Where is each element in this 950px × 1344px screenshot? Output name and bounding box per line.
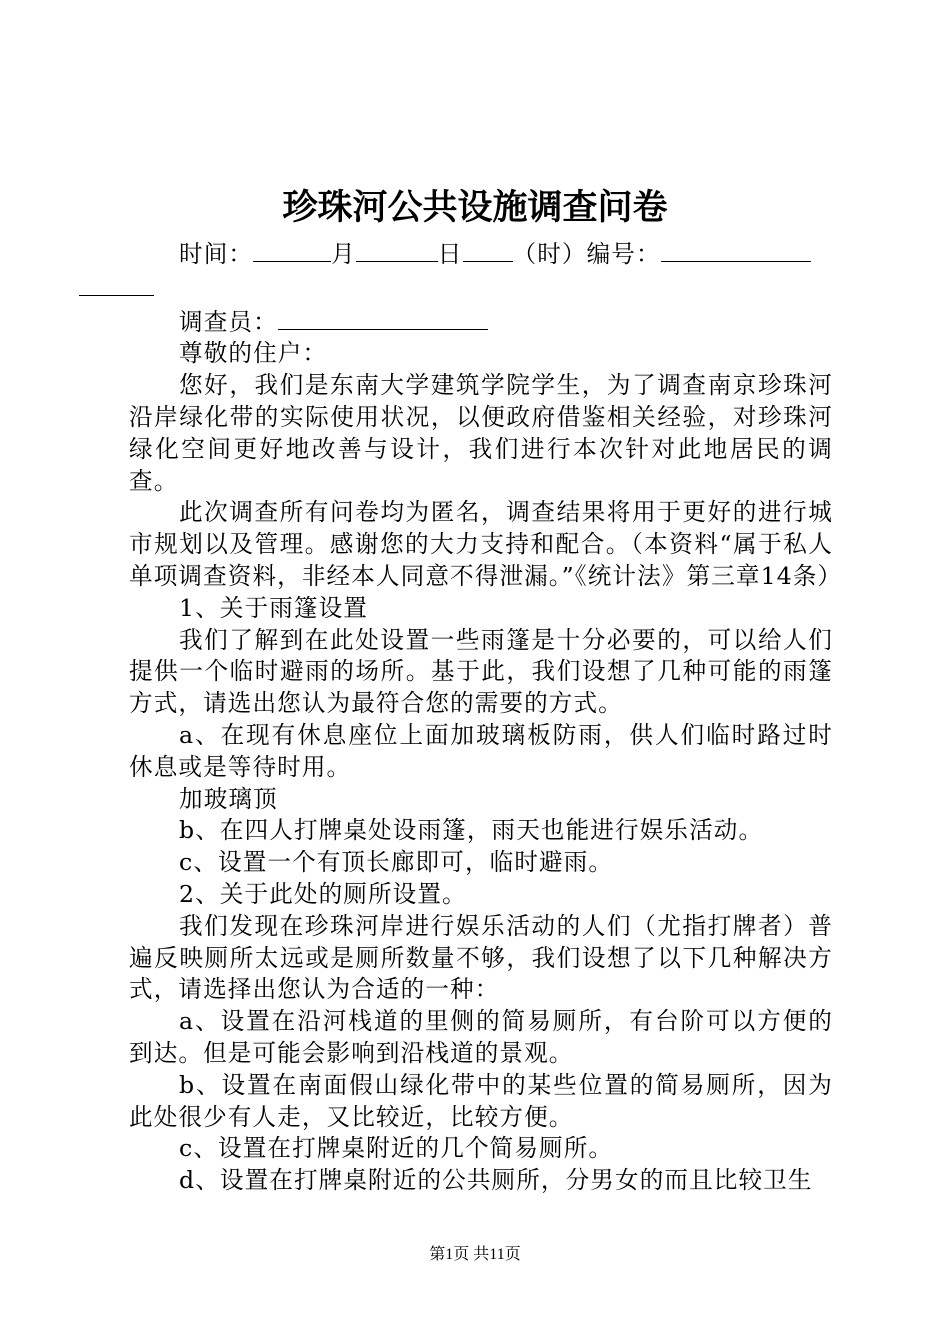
day-label: 日 bbox=[437, 240, 463, 268]
page-footer: 第1页 共11页 bbox=[429, 1246, 521, 1263]
time-label: 时间： bbox=[179, 240, 254, 268]
paragraph: 我们发现在珍珠河岸进行娱乐活动的人们（尤指打牌者）普遍反映厕所太远或是厕所数量不够，我们设想了以下几种解决方式，请选择出您认为合适的一种： bbox=[129, 911, 833, 1004]
number-blank-2[interactable] bbox=[79, 271, 154, 296]
surveyor-line bbox=[129, 305, 833, 339]
header-line bbox=[129, 237, 833, 305]
salutation: 尊敬的住户： bbox=[179, 339, 328, 368]
document-title: 珍珠河公共设施调查问卷 bbox=[282, 187, 668, 228]
number-label: 编号： bbox=[586, 240, 661, 268]
option-item: c、设置一个有顶长廊即可，临时避雨。 bbox=[179, 848, 614, 877]
option-item: a、在现有休息座位上面加玻璃板防雨，供人们临时路过时休息或是等待时用。 bbox=[129, 720, 833, 781]
number-blank-1[interactable] bbox=[661, 237, 811, 262]
option-item: b、设置在南面假山绿化带中的某些位置的简易厕所，因为此处很少有人走，又比较近，比较方便。 bbox=[129, 1070, 833, 1131]
day-blank[interactable] bbox=[356, 237, 438, 262]
document-body bbox=[129, 237, 843, 1197]
month-blank[interactable] bbox=[253, 237, 331, 262]
month-label: 月 bbox=[331, 240, 356, 268]
paragraph: 我们了解到在此处设置一些雨篷是十分必要的，可以给人们提供一个临时避雨的场所。基于此，我们设想了几种可能的雨篷方式，请选出您认为最符合您的需要的方式。 bbox=[129, 625, 833, 718]
hour-label: （时） bbox=[512, 240, 587, 268]
option-item: c、设置在打牌桌附近的几个简易厕所。 bbox=[179, 1134, 614, 1163]
option-item: a、设置在沿河栈道的里侧的简易厕所，有台阶可以方便的到达。但是可能会影响到沿栈道的景观。 bbox=[129, 1007, 833, 1067]
surveyor-blank[interactable] bbox=[278, 305, 488, 330]
option-note: 加玻璃顶 bbox=[179, 784, 278, 813]
paragraph: 您好，我们是东南大学建筑学院学生，为了调查南京珍珠河沿岸绿化带的实际使用状况，以便政府借鉴相关经验，对珍珠河绿化空间更好地改善与设计，我们进行本次针对此地居民的调查。 bbox=[129, 371, 833, 495]
section-heading: 2、关于此处的厕所设置。 bbox=[179, 879, 467, 908]
section-heading: 1、关于雨篷设置 bbox=[179, 593, 368, 622]
option-item: b、在四人打牌桌处设雨篷，雨天也能进行娱乐活动。 bbox=[179, 816, 764, 845]
surveyor-label: 调查员： bbox=[179, 307, 278, 336]
paragraph: 此次调查所有问卷均为匿名，调查结果将用于更好的进行城市规划以及管理。感谢您的大力支持和配合。（本资料“属于私人单项调查资料，非经本人同意不得泄漏。”《统计法》第三章14条） bbox=[129, 498, 843, 590]
hour-blank[interactable] bbox=[463, 237, 513, 262]
option-item: d、设置在打牌桌附近的公共厕所，分男女的而且比较卫生 bbox=[179, 1166, 813, 1195]
